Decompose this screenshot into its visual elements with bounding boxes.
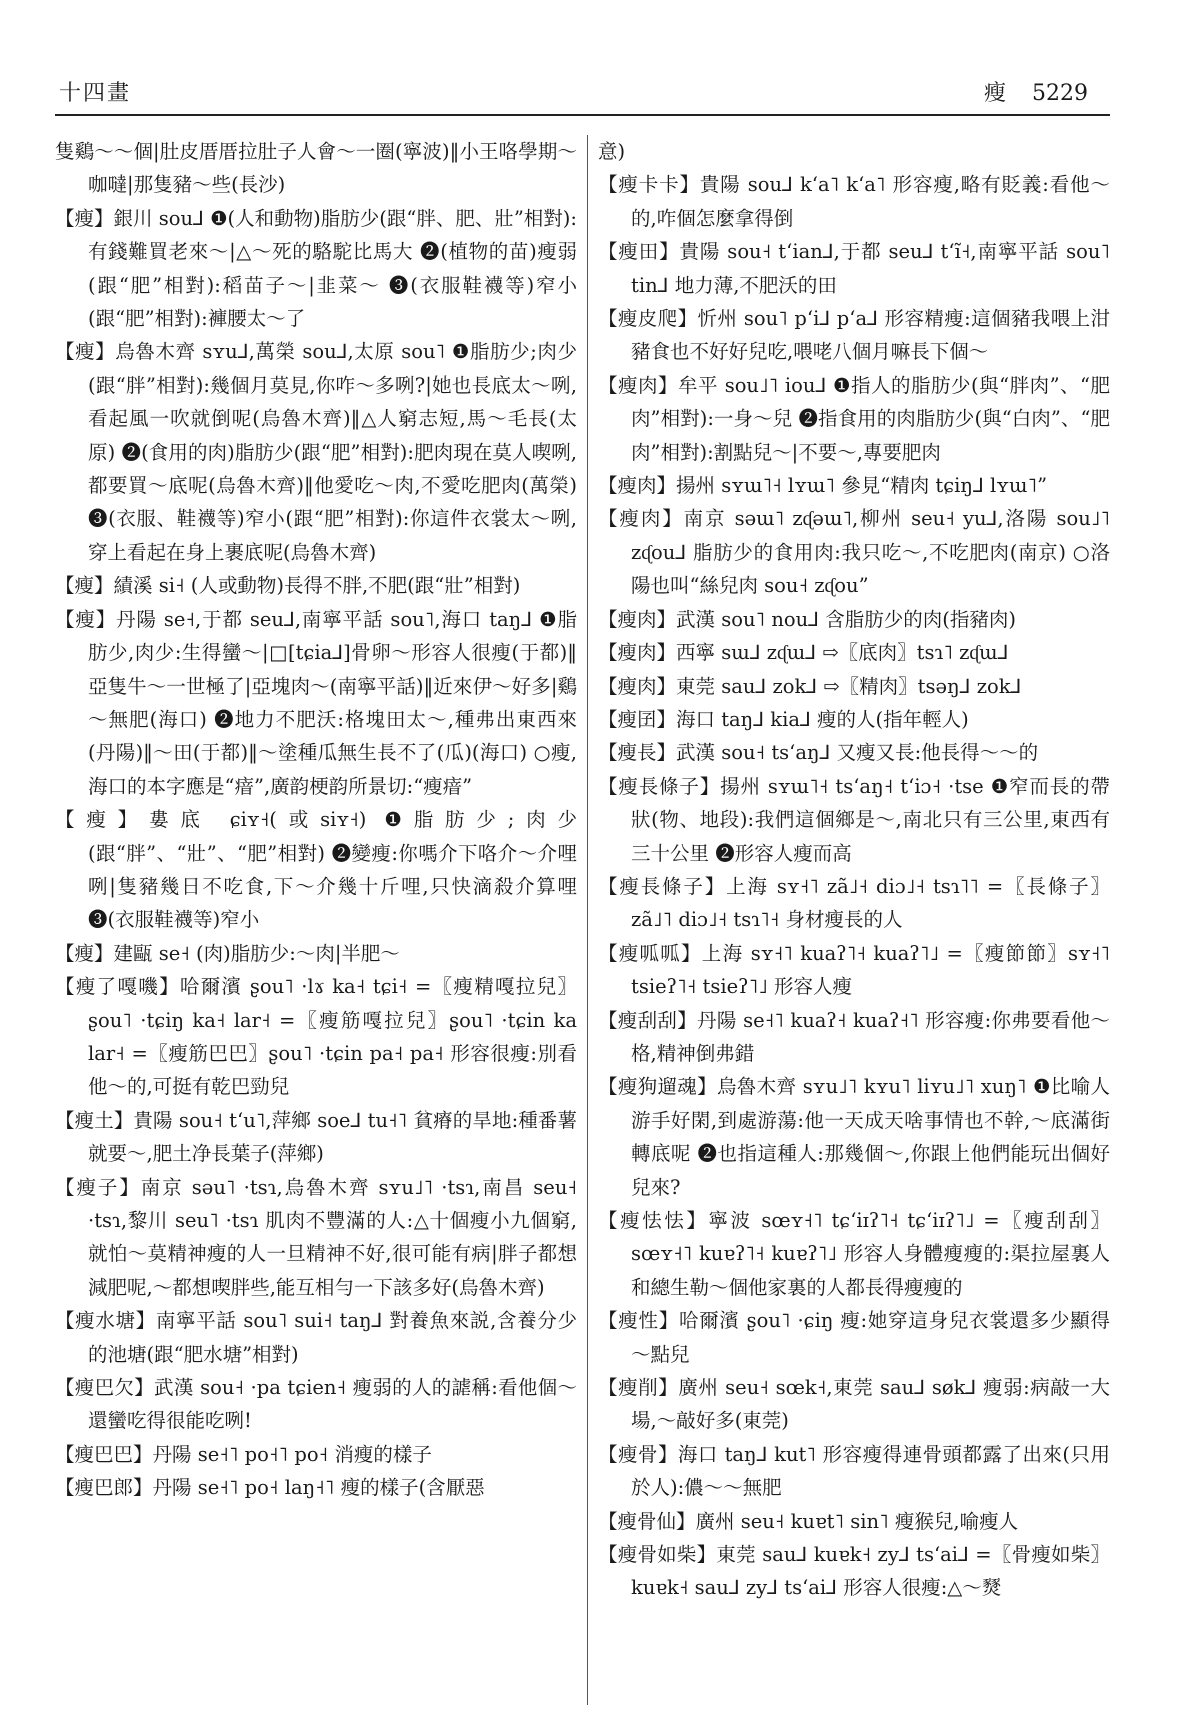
- entry: 隻鷄～～個|肚皮厝厝拉肚子人會～一圈(寧波)‖小王咯學期～咖噠|那隻豬～些(長沙): [55, 140, 577, 197]
- page-number: 5229: [1032, 81, 1088, 106]
- entry: 【瘦】婁底 ɕiʏ˧(或siʏ˧) ❶脂肪少;肉少(跟“胖”、“壯”、“肥”相對) ❷變瘦:你嗎介下咯介～介哩咧|隻豬幾日不吃食,下～介幾十斤哩,只快滴殺介算哩 ❸(衣服鞋襪等)窄小: [55, 808, 577, 932]
- entry: 【瘦】績溪 si˧ (人或動物)長得不胖,不肥(跟“壯”相對): [55, 574, 521, 598]
- entry: 【瘦肉】南京 səɯ˥ zᶑəɯ˥,柳州 seu˧ yu⅃,洛陽 sou˩˥ zᶑou⅃ 脂肪少的食用肉:我只吃～,不吃肥肉(南京) ○洛陽也叫“絲兒肉 sou˧ zᶑou”: [598, 507, 1110, 598]
- entry: 【瘦刮刮】丹陽 se˧˥ kuaʔ˧ kuaʔ˧˥ 形容瘦:你弗要看他～格,精神倒弗錯: [598, 1008, 1110, 1065]
- entry: 【瘦】烏魯木齊 sʏu⅃,萬榮 sou⅃,太原 sou˥ ❶脂肪少;肉少(跟“胖”相對):幾個月莫見,你咋～多咧?|她也長底太～咧,看起風一吹就倒呢(烏魯木齊)‖△人窮志短,馬～毛長(太原) ❷(食用的肉)脂肪少(跟“肥”相對):肥肉現在莫人喫咧,都要買～底呢(烏魯木齊)‖他愛吃～肉,不愛吃肥肉(萬榮) ❸(衣服、鞋襪等)窄小(跟“肥”相對):你這件衣裳太～咧,穿上看起在身上裹底呢(烏魯木齊): [55, 340, 577, 564]
- entry: 【瘦狗遛魂】烏魯木齊 sʏu˩˥ kʏu˥ liʏu˩˥ xuŋ˥ ❶比喻人游手好閑,到處游蕩:他一天成天啥事情也不幹,～底滿街轉底呢 ❷也指這種人:那幾個～,你跟上他們能玩出個好兒來?: [598, 1075, 1110, 1199]
- entry: 【瘦卡卡】貴陽 sou⅃ kʻa˥ kʻa˥ 形容瘦,略有貶義:看他～的,咋個怎麼拿得倒: [598, 173, 1110, 230]
- entry: 【瘦了嘎嘰】哈爾濱 ʂou˥ ·lɤ ka˧ tɕi˧ =〖瘦精嘎拉兒〗ʂou˥ ·tɕiŋ ka˧ lar˧ =〖瘦筋嘎拉兒〗ʂou˥ ·tɕin ka lar˧ =〖瘦筋巴巴〗ʂou˥ ·tɕin pa˧ pa˧ 形容很瘦:別看他～的,可挺有乾巴勁兒: [55, 975, 577, 1099]
- entry: 【瘦肉】西寧 sɯ⅃ zᶑɯ⅃ ⇨〖底肉〗tsɿ˥ zᶑɯ⅃: [598, 641, 1009, 665]
- entry: 【瘦肉】武漢 sou˥ nou⅃ 含脂肪少的肉(指豬肉): [598, 607, 1016, 631]
- entry: 【瘦骨仙】廣州 seu˧ kuɐt˥ sin˥ 瘦猴兒,喻瘦人: [598, 1509, 1019, 1533]
- entry: 【瘦長條子】揚州 sʏɯ˥˧ tsʻaŋ˧ tʻiɔ˧ ·tse ❶窄而長的帶狀(物、地段):我們這個鄉是～,南北只有三公里,東西有三十公里 ❷形容人瘦而高: [598, 774, 1110, 865]
- entry: 【瘦】銀川 sou⅃ ❶(人和動物)脂肪少(跟“胖、肥、壯”相對):有錢難買老來～|△～死的駱駝比馬大 ❷(植物的苗)瘦弱(跟“肥”相對):稻苗子～|韭菜～ ❸(衣服鞋襪等)窄小(跟“肥”相對):褲腰太～了: [55, 206, 577, 331]
- entry: 【瘦長】武漢 sou˧ tsʻaŋ⅃ 又瘦又長:他長得～～的: [598, 741, 1039, 765]
- entry: 【瘦】丹陽 se˧,于都 seu⅃,南寧平話 sou˥,海口 taŋ⅃ ❶脂肪少,肉少:生得蠻～|□[tɕia⅃]骨卵～形容人很瘦(于都)‖亞隻牛～一世極了|亞塊肉～(南寧平話)‖近來伊～好多|鷄～無肥(海口) ❷地力不肥沃:格塊田太～,種弗出東西來(丹陽)‖～田(于都)‖～塗種瓜無生長不了(瓜)(海口) ○瘦,海口的本字應是“瘖”,廣韵梗韵所景切:“瘦瘖”: [55, 607, 577, 798]
- entry: 【瘦囝】海口 taŋ⅃ kia⅃ 瘦的人(指年輕人): [598, 707, 969, 731]
- entry: 【瘦削】廣州 seu˧ sœk˧,東莞 sau⅃ søk⅃ 瘦弱:病敲一大場,～敲好多(東莞): [598, 1376, 1110, 1433]
- column-divider: [587, 135, 588, 1705]
- running-head: [984, 76, 1088, 107]
- entry: 【瘦肉】東莞 sau⅃ zok⅃ ⇨〖精肉〗tsəŋ⅃ zok⅃: [598, 674, 1022, 698]
- entry: 【瘦長條子】上海 sʏ˧˥ zã˩˧ diɔ˩˧ tsɿ˥˥ =〖長條子〗zã˩˥ diɔ˩˧ tsɿ˥˧ 身材瘦長的人: [598, 874, 1110, 932]
- entry: 【瘦巴郎】丹陽 se˧˥ po˧ laŋ˧˥ 瘦的樣子(含厭惡: [55, 1476, 485, 1500]
- entry: 【瘦土】貴陽 sou˧ tʻu˥,萍鄉 soe⅃ tu˧˥ 貧瘠的旱地:種番薯就要～,肥土净長葉子(萍鄉): [55, 1108, 577, 1166]
- entry: 【瘦水塘】南寧平話 sou˥ sui˧ taŋ⅃ 對養魚來説,含養分少的池塘(跟“肥水塘”相對): [55, 1309, 577, 1366]
- page-header: [55, 70, 1110, 116]
- section-title: 十四畫: [59, 81, 132, 106]
- left-column: [55, 135, 577, 1705]
- entry: 【瘦田】貴陽 sou˧ tʻian⅃,于都 seu⅃ tʻĩ˧,南寧平話 sou˥ tin⅃ 地力薄,不肥沃的田: [598, 240, 1110, 297]
- entry: 【瘦巴欠】武漢 sou˧ ·pa tɕien˧ 瘦弱的人的謔稱:看他個～還蠻吃得很能吃咧!: [55, 1376, 577, 1433]
- entry: 【瘦骨】海口 taŋ⅃ kut˥ 形容瘦得連骨頭都露了出來(只用於人):儂～～無肥: [598, 1442, 1110, 1500]
- right-column: [598, 135, 1110, 1705]
- entry: 【瘦皮爬】忻州 sou˥ pʻi⅃ pʻa⅃ 形容精瘦:這個豬我喂上泔豬食也不好好兒吃,喂咾八個月嘛長下個～: [598, 307, 1110, 364]
- entry: 【瘦怯怯】寧波 sœʏ˧˥ tɕʻiɪʔ˥˧ tɕʻiɪʔ˥˩ =〖瘦刮刮〗sœʏ˧˥ kuɐʔ˥˧ kuɐʔ˥˩ 形容人身體瘦瘦的:渠拉屋裏人和總生勒～個他家裏的人都長得瘦瘦的: [598, 1209, 1110, 1299]
- entry: 【瘦肉】牟平 sou˩˥ iou⅃ ❶指人的脂肪少(與“胖肉”、“肥肉”相對):一身～兒 ❷指食用的肉脂肪少(與“白肉”、“肥肉”相對):割點兒～|不要～,專要肥肉: [598, 373, 1110, 464]
- entry: 【瘦子】南京 səu˥ ·tsɿ,烏魯木齊 sʏu˩˥ ·tsɿ,南昌 seu˧ ·tsɿ,黎川 seu˥ ·tsɿ 肌肉不豐滿的人:△十個瘦小九個窮,就怕～莫精神瘦的人一旦精神不好,很可能有病|胖子都想減肥呢,～都想喫胖些,能互相勻一下該多好(烏魯木齊): [55, 1175, 577, 1299]
- entry: 【瘦】建甌 se˧ (肉)脂肪少:～肉|半肥～: [55, 941, 400, 965]
- entry: 【瘦肉】揚州 sʏɯ˥˧ lʏɯ˥ 參見“精肉 tɕiŋ⅃ lʏɯ˥”: [598, 474, 1048, 498]
- entry: 意): [598, 140, 626, 163]
- headword: 瘦: [983, 81, 1006, 106]
- entry: 【瘦呱呱】上海 sʏ˧˥ kuaʔ˥˧ kuaʔ˥˩ =〖瘦節節〗sʏ˧˥ tsieʔ˥˧ tsieʔ˥˩ 形容人瘦: [598, 941, 1110, 999]
- entry: 【瘦性】哈爾濱 ʂou˥ ·ɕiŋ 瘦:她穿這身兒衣裳還多少顯得～點兒: [598, 1309, 1110, 1366]
- entry: 【瘦巴巴】丹陽 se˧˥ po˧˥ po˧ 消瘦的樣子: [55, 1442, 432, 1466]
- entry: 【瘦骨如柴】東莞 sau⅃ kuɐk˧ zy⅃ tsʻai⅃ =〖骨瘦如柴〗kuɐk˧ sau⅃ zy⅃ tsʻai⅃ 形容人很瘦:△～燹: [598, 1543, 1110, 1600]
